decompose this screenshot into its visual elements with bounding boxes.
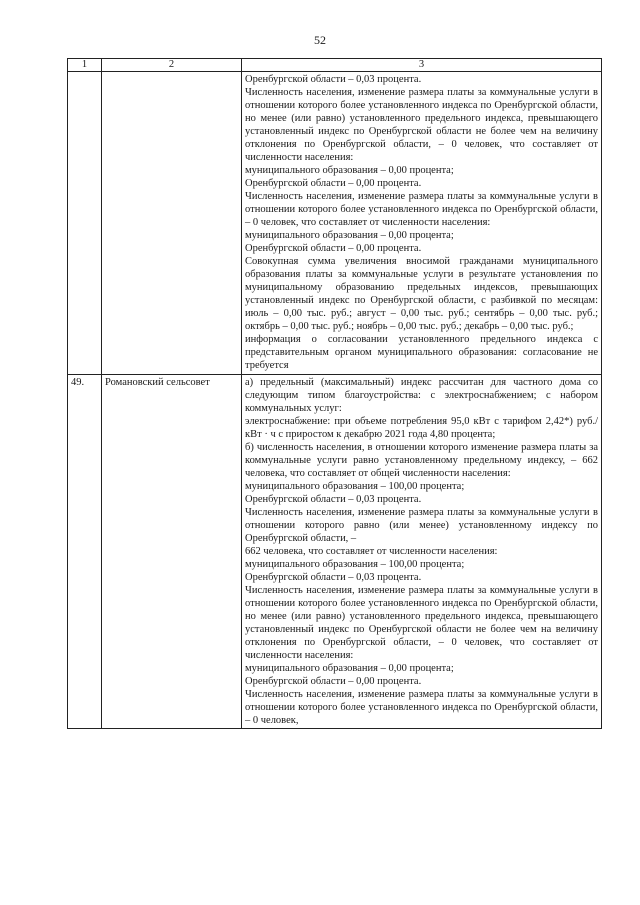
text-line: муниципального образования – 0,00 процента; (245, 230, 454, 241)
text-line: Численность населения, изменение размера платы за коммунальные услуги в отношении которого более установленного индекса по Оренбургской области, – 0 человек, (245, 689, 598, 726)
text-line: Численность населения, изменение размера платы за коммунальные услуги в отношении которого равно (или менее) установленному индексу по Оренбургской области, – (245, 507, 598, 544)
text-line: Численность населения, изменение размера платы за коммунальные услуги в отношении которого более установленного индекса по Оренбургской области, но менее (или равно) установленного предельного индекса, превышающего установленный индекс по Оренбургской области не более чем на величину отклонения по Оренбургской области, – 0 человек, что составляет от численности населения: (245, 87, 598, 163)
municipality-cell (102, 72, 242, 375)
table-header-row (68, 59, 602, 72)
row-number-cell: 49. (68, 375, 102, 729)
text-line: Оренбургской области – 0,03 процента. (245, 74, 422, 85)
text-line: Численность населения, изменение размера платы за коммунальные услуги в отношении которого более установленного индекса по Оренбургской области, – 0 человек, что составляет от численности населения: (245, 191, 598, 228)
text-line: а) предельный (максимальный) индекс рассчитан для частного дома со следующим типом благоустройства: с электроснабжением; с набором коммунальных услуг: (245, 377, 598, 414)
description-cell (242, 375, 602, 729)
text-line: Оренбургской области – 0,03 процента. (245, 572, 422, 583)
description-cell (242, 72, 602, 375)
header-col-3: 3 (242, 59, 602, 72)
table-row (68, 72, 602, 375)
page-number: 52 (314, 33, 326, 47)
text-line: муниципального образования – 100,00 процента; (245, 481, 465, 492)
text-line: электроснабжение: при объеме потребления 95,0 кВт с тарифом 2,42*) руб./кВт · ч с приростом к декабрю 2021 года 4,80 процента; (245, 416, 598, 440)
text-line: Оренбургской области – 0,00 процента. (245, 676, 422, 687)
text-line: Совокупная сумма увеличения вносимой гражданами муниципального образования платы за коммунальные услуги в результате установления по муниципальному образованию предельных индексов, превышающих установленный индекс по Оренбургской области, с разбивкой по месяцам: июль – 0,00 тыс. руб.; август – 0,00 тыс. руб.; сентябрь – 0,00 тыс. руб.; октябрь – 0,00 тыс. руб.; ноябрь – 0,00 тыс. руб.; декабрь – 0,00 тыс. руб.; (245, 256, 598, 332)
text-line: муниципального образования – 100,00 процента; (245, 559, 465, 570)
header-col-2: 2 (102, 59, 242, 72)
text-line: информация о согласовании установленного предельного индекса с представительным органом муниципального образования: согласование не требуется (245, 334, 598, 371)
text-line: б) численность населения, в отношении которого изменение размера платы за коммунальные услуги равно установленному предельному индексу, – 662 человека, что составляет от общей численности населения: (245, 442, 598, 479)
text-line: муниципального образования – 0,00 процента; (245, 165, 454, 176)
text-line: 662 человека, что составляет от численности населения: (245, 546, 498, 557)
index-table (67, 58, 602, 729)
header-col-1: 1 (68, 59, 102, 72)
municipality-cell: Романовский сельсовет (102, 375, 242, 729)
text-line: Оренбургской области – 0,03 процента. (245, 494, 422, 505)
text-line: муниципального образования – 0,00 процента; (245, 663, 454, 674)
table-row (68, 375, 602, 729)
text-line: Численность населения, изменение размера платы за коммунальные услуги в отношении которого более установленного индекса по Оренбургской области, но менее (или равно) установленного предельного индекса, превышающего установленный индекс по Оренбургской области не более чем на величину отклонения по Оренбургской области, – 0 человек, что составляет от численности населения: (245, 585, 598, 661)
text-line: Оренбургской области – 0,00 процента. (245, 243, 422, 254)
text-line: Оренбургской области – 0,00 процента. (245, 178, 422, 189)
row-number-cell (68, 72, 102, 375)
